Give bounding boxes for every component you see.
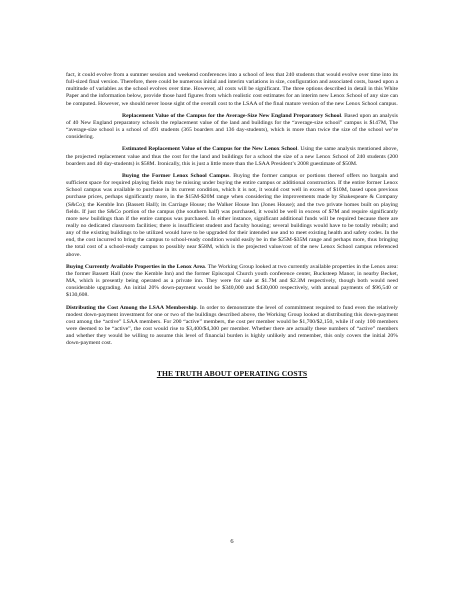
paragraph-text: fact, it could evolve from a summer session and weekend conferences into a school of less that 240 students that would evolve over time into its full-sized final version. Therefore, there could be numerous initial and interim variations in size, configuration and associated costs, based upon a multitude of variables as the school evolves over time. However, all costs will be significant. The three options described in detail in this White Paper and the information below, provide those hard figures from which realistic cost estimates for an interim new Lenox School of any size can be computed. However, we should never loose sight of the overall cost to the LSAA of the final mature version of the new Lenox School campus. xyxy=(66,72,398,107)
paragraph-buying-former-campus xyxy=(66,173,398,259)
paragraph-replacement-value-new-lenox xyxy=(66,146,398,167)
page-number: 6 xyxy=(230,538,234,545)
paragraph-text: . Buying the former campus or portions thereof offers no bargain and sufficient space for required playing fields may be missing under buying the entire campus or additional construction. If the entire former Lenox School campus was available to purchase in its current condition, which it is not, it would cost well in excess of $10M, based upon previous purchase prices, perhaps significantly more, in the $15M-$20M range when considering the improvements made by Shakespeare & Company (S&Co); the Kemble Inn (Bassett Hall); its Carriage House; the Walker House Inn (Jones House); and the two private homes built on playing fields. If just the S&Co portion of the campus (the southern half) was purchased, it would be well in excess of $7M and require significantly more new buildings than if the entire campus was purchased. In either instance, significant additional funds will be required because there are really no dedicated classroom facilities; there is insufficient student and faculty housing; several buildings would have to be totally rebuilt; and any of the existing buildings to be utilized would have to be upgraded for their intended use and to meet existing health and safety codes. In the end, the cost incurred to bring the campus to school-ready condition would easily be in the $25M-$35M range and perhaps more, thus bringing the total cost of a school-ready campus to possibly near $58M, which is the projected value/cost of the new Lenox School campus referenced above. xyxy=(66,172,398,258)
paragraph-text: . Using the same analysis mentioned above, the projected replacement value and thus the cost for the land and buildings for a school the size of a new Lenox School of 240 students (200 boarders and 40 day-students) is $58M. Ironically, this is just a little more than the LSAA President’s 2008 guestimate of $50M. xyxy=(66,146,398,167)
paragraph-replacement-value-average xyxy=(66,113,398,142)
paragraph-text: . In order to demonstrate the level of commitment required to fund even the relatively modest down-payment investment for one or two of the buildings described above, the Working Group looked at distributing this down-payment cost among the “active” LSAA members. For 200 “active” members, the cost per member would be $1,700/$2,150, while if only 100 members were deemed to be “active”, the cost would rise to $3,400/$4,300 per member. Whether there are actually these numbers of “active” members and whether they would be willing to assume this level of financial burden is highly unlikely and remember, this only covers the initial 20% down-payment cost. xyxy=(66,304,398,347)
paragraph-buying-available-properties xyxy=(66,264,398,300)
paragraph-heading: Replacement Value of the Campus for the Average-Size New England Preparatory School xyxy=(122,112,342,119)
paragraph-heading: Distributing the Cost Among the LSAA Membership xyxy=(66,304,197,311)
paragraph-intro-continued xyxy=(66,72,398,108)
paragraph-text: . The Working Group looked at two currently available properties in the Lenox area: the former Bassett Hall (now the Kemble Inn) and the former Episcopal Church youth conference center, Bucksteep Manor, in nearby Becket, MA, which is presently being operated as a private inn. They were for sale at $1.7M and $2.3M respectively, though both would need considerable upgrading. An initial 20% down-payment would be $340,000 and $430,000 respectively, with annual payments of $96,540 or $130,608. xyxy=(66,263,398,299)
paragraph-text: . Based upon an analysis of 40 New England preparatory schools the replacement value of the land and buildings for the “average-size school” campus is $147M, The “average-size school is a school of 491 students (365 boarders and 136 day-students), which is more than twice the size of the school we’re considering. xyxy=(66,112,398,141)
paragraph-heading: Buying Currently Available Properties in the Lenox Area xyxy=(66,263,205,270)
paragraph-heading: Estimated Replacement Value of the Campus for the New Lenox School xyxy=(122,146,298,153)
paragraph-distributing-cost xyxy=(66,305,398,348)
paragraph-heading: Buying the Former Lenox School Campus xyxy=(122,172,230,179)
section-title: THE TRUTH ABOUT OPERATING COSTS xyxy=(156,369,308,379)
